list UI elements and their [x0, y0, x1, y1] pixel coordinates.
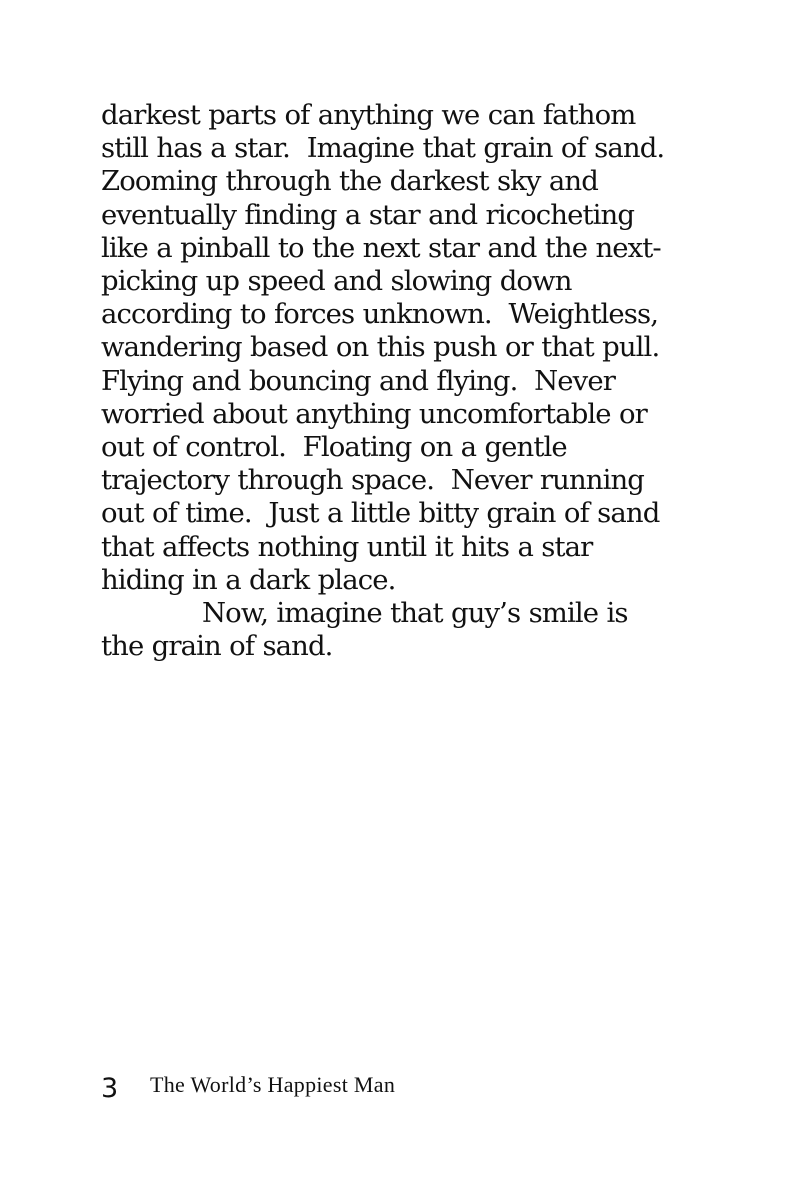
text-line: out of control. Floating on a gentle	[101, 431, 567, 464]
text-line: hiding in a dark place.	[101, 563, 396, 596]
page-number: 3	[101, 1073, 119, 1104]
text-line: according to forces unknown. Weightless,	[101, 298, 659, 331]
text-line: out of time. Just a little bitty grain of sand	[101, 497, 660, 530]
text-line: eventually finding a star and ricocheting	[101, 198, 635, 231]
text-line: darkest parts of anything we can fathom	[101, 99, 636, 131]
text-line: picking up speed and slowing down	[101, 265, 572, 298]
text-line: still has a star. Imagine that grain of sand.	[101, 132, 665, 165]
text-line: the grain of sand.	[101, 630, 333, 663]
text-line: worried about anything uncomfortable or	[101, 397, 647, 430]
text-line: Zooming through the darkest sky and	[101, 165, 598, 198]
text-line: like a pinball to the next star and the next-	[101, 231, 661, 264]
text-line: trajectory through space. Never running	[101, 464, 644, 497]
text-line: Flying and bouncing and flying. Never	[101, 364, 615, 397]
text-line: that affects nothing until it hits a star	[101, 530, 593, 563]
text-line: wandering based on this push or that pull.	[101, 331, 660, 364]
paragraph-first-line: Now, imagine that guy’s smile is	[202, 597, 628, 630]
body-text	[101, 99, 721, 663]
running-title: The World’s Happiest Man	[150, 1072, 396, 1097]
